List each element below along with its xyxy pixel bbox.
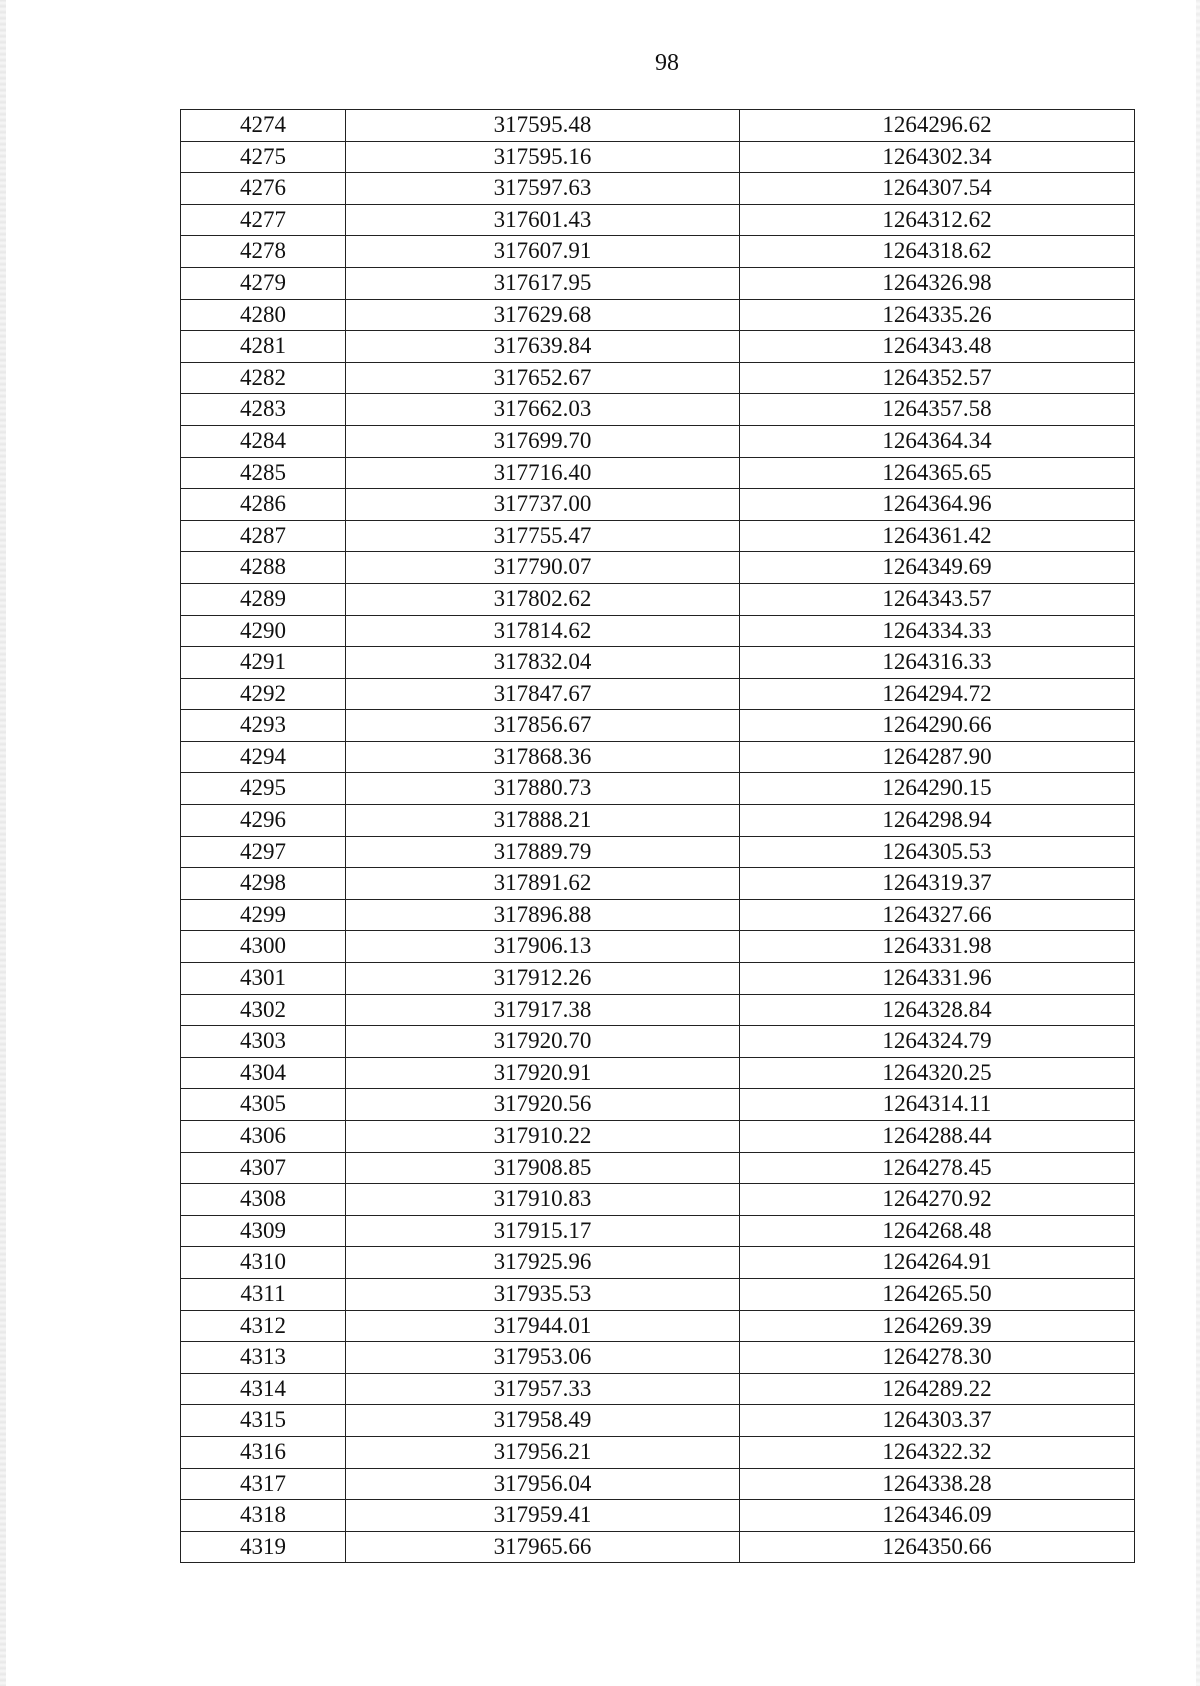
x-coordinate-cell: 317915.17	[346, 1215, 740, 1247]
table-row	[181, 110, 1135, 142]
point-number-cell: 4294	[181, 741, 346, 773]
x-coordinate-cell: 317601.43	[346, 204, 740, 236]
y-coordinate-cell: 1264364.96	[740, 489, 1135, 521]
table-row	[181, 931, 1135, 963]
y-coordinate-cell: 1264365.65	[740, 457, 1135, 489]
y-coordinate-cell: 1264264.91	[740, 1247, 1135, 1279]
point-number-cell: 4279	[181, 267, 346, 299]
point-number-cell: 4276	[181, 173, 346, 205]
point-number-cell: 4300	[181, 931, 346, 963]
y-coordinate-cell: 1264303.37	[740, 1405, 1135, 1437]
y-coordinate-cell: 1264302.34	[740, 141, 1135, 173]
table-row	[181, 963, 1135, 995]
point-number-cell: 4288	[181, 552, 346, 584]
x-coordinate-cell: 317595.16	[346, 141, 740, 173]
point-number-cell: 4296	[181, 805, 346, 837]
x-coordinate-cell: 317965.66	[346, 1531, 740, 1563]
x-coordinate-cell: 317832.04	[346, 647, 740, 679]
table-row	[181, 1057, 1135, 1089]
y-coordinate-cell: 1264307.54	[740, 173, 1135, 205]
point-number-cell: 4297	[181, 836, 346, 868]
table-row	[181, 299, 1135, 331]
point-number-cell: 4292	[181, 678, 346, 710]
y-coordinate-cell: 1264318.62	[740, 236, 1135, 268]
y-coordinate-cell: 1264319.37	[740, 868, 1135, 900]
table-row	[181, 1152, 1135, 1184]
x-coordinate-cell: 317595.48	[346, 110, 740, 142]
y-coordinate-cell: 1264361.42	[740, 520, 1135, 552]
table-row	[181, 362, 1135, 394]
y-coordinate-cell: 1264343.48	[740, 331, 1135, 363]
y-coordinate-cell: 1264290.15	[740, 773, 1135, 805]
point-number-cell: 4317	[181, 1468, 346, 1500]
table-row	[181, 741, 1135, 773]
point-number-cell: 4313	[181, 1342, 346, 1374]
table-row	[181, 1310, 1135, 1342]
point-number-cell: 4307	[181, 1152, 346, 1184]
x-coordinate-cell: 317888.21	[346, 805, 740, 837]
table-row	[181, 1184, 1135, 1216]
y-coordinate-cell: 1264357.58	[740, 394, 1135, 426]
point-number-cell: 4304	[181, 1057, 346, 1089]
x-coordinate-cell: 317802.62	[346, 583, 740, 615]
point-number-cell: 4318	[181, 1500, 346, 1532]
x-coordinate-cell: 317856.67	[346, 710, 740, 742]
y-coordinate-cell: 1264316.33	[740, 647, 1135, 679]
x-coordinate-cell: 317920.70	[346, 1026, 740, 1058]
table-row	[181, 1121, 1135, 1153]
point-number-cell: 4314	[181, 1373, 346, 1405]
table-row	[181, 1215, 1135, 1247]
point-number-cell: 4319	[181, 1531, 346, 1563]
y-coordinate-cell: 1264314.11	[740, 1089, 1135, 1121]
point-number-cell: 4287	[181, 520, 346, 552]
x-coordinate-cell: 317910.83	[346, 1184, 740, 1216]
y-coordinate-cell: 1264312.62	[740, 204, 1135, 236]
x-coordinate-cell: 317868.36	[346, 741, 740, 773]
point-number-cell: 4306	[181, 1121, 346, 1153]
table-row	[181, 236, 1135, 268]
point-number-cell: 4312	[181, 1310, 346, 1342]
x-coordinate-cell: 317925.96	[346, 1247, 740, 1279]
y-coordinate-cell: 1264289.22	[740, 1373, 1135, 1405]
point-number-cell: 4280	[181, 299, 346, 331]
x-coordinate-cell: 317652.67	[346, 362, 740, 394]
table-row	[181, 331, 1135, 363]
point-number-cell: 4316	[181, 1436, 346, 1468]
table-row	[181, 394, 1135, 426]
x-coordinate-cell: 317912.26	[346, 963, 740, 995]
scan-edge-left	[0, 0, 6, 1686]
point-number-cell: 4282	[181, 362, 346, 394]
y-coordinate-cell: 1264331.98	[740, 931, 1135, 963]
x-coordinate-cell: 317847.67	[346, 678, 740, 710]
x-coordinate-cell: 317910.22	[346, 1121, 740, 1153]
table-row	[181, 773, 1135, 805]
coordinate-table	[180, 109, 1135, 1563]
x-coordinate-cell: 317891.62	[346, 868, 740, 900]
table-row	[181, 489, 1135, 521]
point-number-cell: 4315	[181, 1405, 346, 1437]
y-coordinate-cell: 1264296.62	[740, 110, 1135, 142]
table-row	[181, 552, 1135, 584]
x-coordinate-cell: 317906.13	[346, 931, 740, 963]
table-row	[181, 678, 1135, 710]
x-coordinate-cell: 317597.63	[346, 173, 740, 205]
table-row	[181, 267, 1135, 299]
y-coordinate-cell: 1264265.50	[740, 1278, 1135, 1310]
point-number-cell: 4274	[181, 110, 346, 142]
table-row	[181, 615, 1135, 647]
table-row	[181, 457, 1135, 489]
x-coordinate-cell: 317880.73	[346, 773, 740, 805]
x-coordinate-cell: 317699.70	[346, 425, 740, 457]
page-number: 98	[655, 50, 679, 76]
point-number-cell: 4305	[181, 1089, 346, 1121]
x-coordinate-cell: 317889.79	[346, 836, 740, 868]
y-coordinate-cell: 1264294.72	[740, 678, 1135, 710]
table-row	[181, 1436, 1135, 1468]
y-coordinate-cell: 1264305.53	[740, 836, 1135, 868]
table-row	[181, 1500, 1135, 1532]
point-number-cell: 4275	[181, 141, 346, 173]
point-number-cell: 4309	[181, 1215, 346, 1247]
x-coordinate-cell: 317662.03	[346, 394, 740, 426]
point-number-cell: 4281	[181, 331, 346, 363]
point-number-cell: 4308	[181, 1184, 346, 1216]
x-coordinate-cell: 317790.07	[346, 552, 740, 584]
table-row	[181, 1405, 1135, 1437]
table-row	[181, 583, 1135, 615]
table-row	[181, 1468, 1135, 1500]
y-coordinate-cell: 1264334.33	[740, 615, 1135, 647]
table-row	[181, 204, 1135, 236]
x-coordinate-cell: 317814.62	[346, 615, 740, 647]
point-number-cell: 4311	[181, 1278, 346, 1310]
x-coordinate-cell: 317920.91	[346, 1057, 740, 1089]
table-row	[181, 868, 1135, 900]
x-coordinate-cell: 317617.95	[346, 267, 740, 299]
point-number-cell: 4277	[181, 204, 346, 236]
point-number-cell: 4283	[181, 394, 346, 426]
x-coordinate-cell: 317917.38	[346, 994, 740, 1026]
table-row	[181, 836, 1135, 868]
point-number-cell: 4290	[181, 615, 346, 647]
y-coordinate-cell: 1264288.44	[740, 1121, 1135, 1153]
point-number-cell: 4291	[181, 647, 346, 679]
coordinate-table-body	[181, 110, 1135, 1563]
table-row	[181, 805, 1135, 837]
x-coordinate-cell: 317944.01	[346, 1310, 740, 1342]
y-coordinate-cell: 1264298.94	[740, 805, 1135, 837]
y-coordinate-cell: 1264343.57	[740, 583, 1135, 615]
x-coordinate-cell: 317956.21	[346, 1436, 740, 1468]
y-coordinate-cell: 1264346.09	[740, 1500, 1135, 1532]
y-coordinate-cell: 1264320.25	[740, 1057, 1135, 1089]
x-coordinate-cell: 317956.04	[346, 1468, 740, 1500]
table-row	[181, 1026, 1135, 1058]
x-coordinate-cell: 317908.85	[346, 1152, 740, 1184]
point-number-cell: 4302	[181, 994, 346, 1026]
y-coordinate-cell: 1264324.79	[740, 1026, 1135, 1058]
table-row	[181, 994, 1135, 1026]
x-coordinate-cell: 317959.41	[346, 1500, 740, 1532]
y-coordinate-cell: 1264287.90	[740, 741, 1135, 773]
x-coordinate-cell: 317935.53	[346, 1278, 740, 1310]
table-row	[181, 1247, 1135, 1279]
point-number-cell: 4286	[181, 489, 346, 521]
table-row	[181, 173, 1135, 205]
x-coordinate-cell: 317958.49	[346, 1405, 740, 1437]
x-coordinate-cell: 317896.88	[346, 899, 740, 931]
y-coordinate-cell: 1264338.28	[740, 1468, 1135, 1500]
table-row	[181, 1089, 1135, 1121]
y-coordinate-cell: 1264290.66	[740, 710, 1135, 742]
y-coordinate-cell: 1264331.96	[740, 963, 1135, 995]
y-coordinate-cell: 1264326.98	[740, 267, 1135, 299]
x-coordinate-cell: 317629.68	[346, 299, 740, 331]
y-coordinate-cell: 1264364.34	[740, 425, 1135, 457]
x-coordinate-cell: 317737.00	[346, 489, 740, 521]
point-number-cell: 4285	[181, 457, 346, 489]
x-coordinate-cell: 317639.84	[346, 331, 740, 363]
table-row	[181, 1342, 1135, 1374]
y-coordinate-cell: 1264278.30	[740, 1342, 1135, 1374]
table-row	[181, 710, 1135, 742]
table-row	[181, 1278, 1135, 1310]
point-number-cell: 4301	[181, 963, 346, 995]
y-coordinate-cell: 1264349.69	[740, 552, 1135, 584]
y-coordinate-cell: 1264352.57	[740, 362, 1135, 394]
point-number-cell: 4303	[181, 1026, 346, 1058]
point-number-cell: 4284	[181, 425, 346, 457]
x-coordinate-cell: 317716.40	[346, 457, 740, 489]
y-coordinate-cell: 1264268.48	[740, 1215, 1135, 1247]
table-row	[181, 425, 1135, 457]
y-coordinate-cell: 1264270.92	[740, 1184, 1135, 1216]
scan-edge-right	[1196, 0, 1200, 1686]
table-row	[181, 899, 1135, 931]
x-coordinate-cell: 317920.56	[346, 1089, 740, 1121]
y-coordinate-cell: 1264269.39	[740, 1310, 1135, 1342]
x-coordinate-cell: 317953.06	[346, 1342, 740, 1374]
y-coordinate-cell: 1264327.66	[740, 899, 1135, 931]
point-number-cell: 4293	[181, 710, 346, 742]
x-coordinate-cell: 317607.91	[346, 236, 740, 268]
table-row	[181, 1531, 1135, 1563]
y-coordinate-cell: 1264328.84	[740, 994, 1135, 1026]
y-coordinate-cell: 1264350.66	[740, 1531, 1135, 1563]
point-number-cell: 4298	[181, 868, 346, 900]
y-coordinate-cell: 1264278.45	[740, 1152, 1135, 1184]
table-row	[181, 141, 1135, 173]
point-number-cell: 4299	[181, 899, 346, 931]
point-number-cell: 4310	[181, 1247, 346, 1279]
table-row	[181, 647, 1135, 679]
y-coordinate-cell: 1264322.32	[740, 1436, 1135, 1468]
x-coordinate-cell: 317755.47	[346, 520, 740, 552]
point-number-cell: 4289	[181, 583, 346, 615]
y-coordinate-cell: 1264335.26	[740, 299, 1135, 331]
point-number-cell: 4295	[181, 773, 346, 805]
table-row	[181, 520, 1135, 552]
table-row	[181, 1373, 1135, 1405]
point-number-cell: 4278	[181, 236, 346, 268]
x-coordinate-cell: 317957.33	[346, 1373, 740, 1405]
